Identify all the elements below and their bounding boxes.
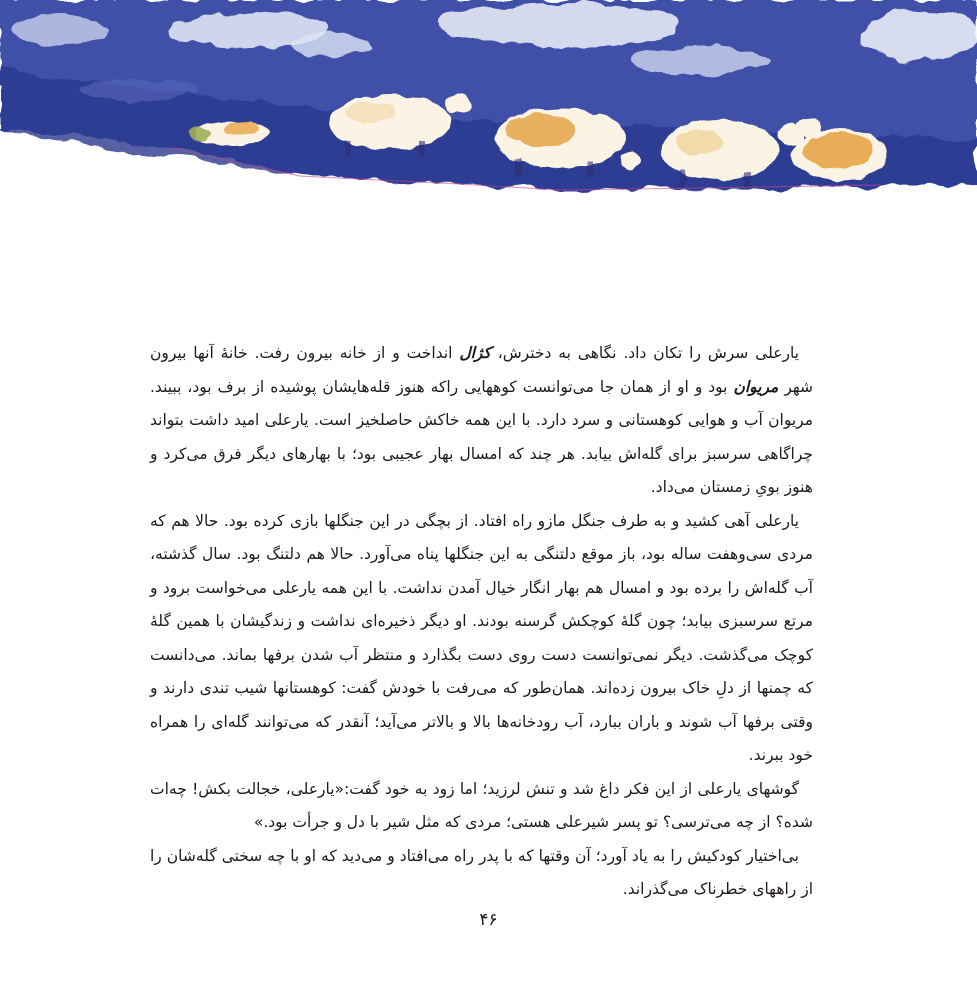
paragraph-1: [150, 337, 813, 505]
story-text: [150, 337, 813, 907]
paragraph-1-part-a: یارعلی سرش را تکان داد. نگاهی به دخترش،: [497, 344, 799, 362]
character-name-kazhal: کژال: [459, 344, 491, 362]
paragraph-2: یارعلی آهی کشید و به طرف جنگل مازو راه افتاد. از بچگی در این جنگلها بازی کرده بود. حالا هم که مردی سی‌وهفت ساله بود، باز موقع دلتنگی به این جنگلها پناه می‌آورد. حالا هم دلتنگ بود. سال گذشته، آب گله‌اش را برده بود و امسال هم بهار انگار خیال آمدن نداشت. با این همه یارعلی می‌خواست برود و مرتع سرسبزی بیابد؛ چون گلهٔ کوچکش گرسنه بودند. او دیگر ذخیره‌ای نداشت و زندگیشان با همین گلهٔ کوچک می‌گذشت. دیگر نمی‌توانست دست روی دست بگذارد و منتظر آب شدن برفها بماند. می‌دانست که چمنها از دلِ خاک بیرون زده‌اند. همان‌طور که می‌رفت با خودش گفت: کوهستانها شیب تندی دارند و وقتی برفها آب شوند و باران ببارد، آب رودخانه‌ها بالا و بالاتر می‌آید؛ آنقدر که می‌توانند گله‌ای را همراه خود ببرند.: [150, 511, 813, 764]
paragraph-1-part-b: انداخت و از خانه بیرون رفت. خانهٔ آنها بیرون شهر: [150, 344, 813, 396]
paragraph-1-part-c: بود و او از همان جا می‌توانست کوههایی راکه هنوز قله‌هایشان پوشیده از برف بود، ببیند. مریوان آب و هوایی کوهستانی و سرد دارد. با این همه خاکش حاصلخیز است. یارعلی امید داشت بتواند چراگاهی سرسبز برای گله‌اش بیابد. هر چند که امسال بهار عجیبی بود؛ با بهارهای دیگر فرق می‌کرد و هنوز بویِ زمستان می‌داد.: [150, 377, 813, 496]
city-name-marivan: مریوان: [733, 377, 779, 396]
sheep-watercolor-illustration: [0, 0, 977, 195]
paragraph-3: گوشهای یارعلی از این فکر داغ شد و تنش لرزید؛ اما زود به خود گفت:«یارعلی، خجالت بکش! چه‌ات شده؟ از چه می‌ترسی؟ تو پسر شیرعلی هستی؛ مردی که مثل شیر با دل و جرأت بود.»: [150, 779, 813, 831]
paragraph-4: بی‌اختیار کودکیش را به یاد آورد؛ آن وقتها که با پدر راه می‌افتاد و می‌دید که او با چه سختی گله‌شان را از راههای خطرناک می‌گذراند.: [150, 846, 813, 898]
page-number: ۴۶: [479, 910, 498, 930]
